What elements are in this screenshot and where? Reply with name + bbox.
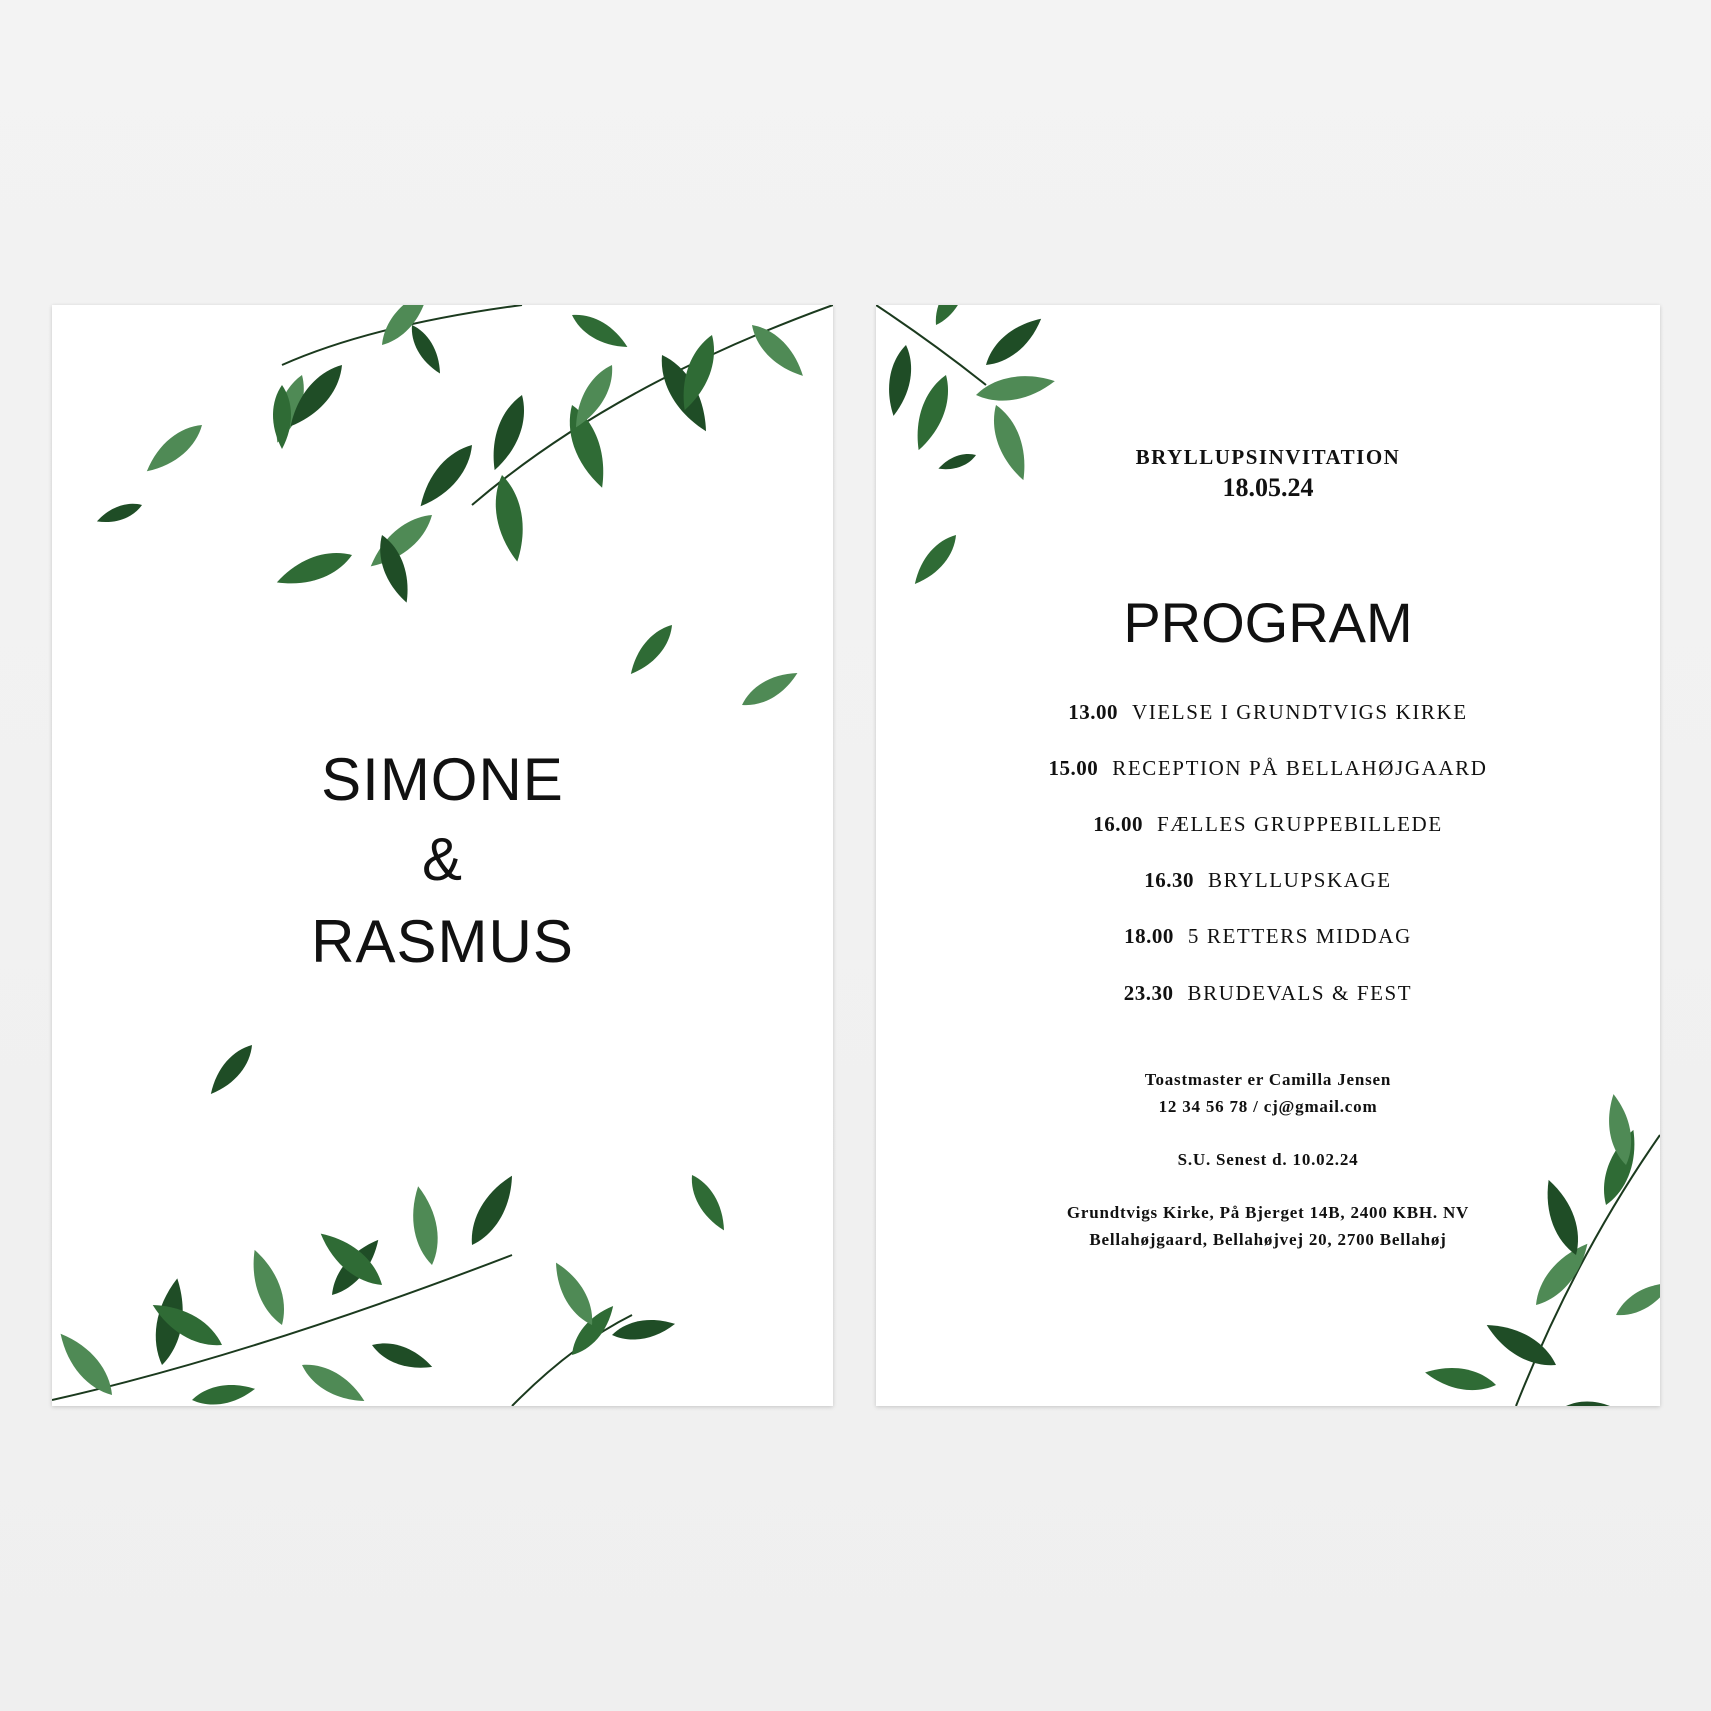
schedule-time: 18.00 (1124, 924, 1174, 948)
leaf-icon (273, 544, 356, 593)
name-bride: SIMONE (321, 746, 564, 813)
leaf-icon (297, 1356, 369, 1406)
leaf-icon (190, 1380, 256, 1406)
leaf-icon (908, 529, 963, 590)
leaf-icon (204, 1039, 259, 1100)
leaf-icon (412, 438, 481, 514)
toastmaster-text: Toastmaster er Camilla Jensen (1144, 1070, 1392, 1089)
leaf-icon (95, 499, 145, 528)
schedule-item (876, 700, 1660, 725)
leaf-icon (884, 343, 916, 417)
leaf-icon (369, 1337, 435, 1376)
toastmaster-contact: 12 34 56 78 / cj@gmail.com (1158, 1097, 1378, 1116)
leaf-icon (624, 619, 679, 680)
schedule-time: 15.00 (1048, 756, 1099, 780)
leaf-icon (407, 1184, 443, 1267)
wedding-date: 18.05.24 (1222, 473, 1314, 502)
leaf-icon (405, 321, 447, 377)
invitation-front-card (52, 305, 833, 1406)
leaf-icon (1564, 1397, 1630, 1406)
leaf-icon (1423, 1363, 1497, 1395)
leaf-icon (462, 1170, 522, 1251)
rsvp-text: S.U. Senest d. 10.02.24 (1177, 1150, 1359, 1169)
schedule-event: BRYLLUPSKAGE (1208, 868, 1392, 892)
schedule-item (876, 981, 1660, 1006)
invitation-back-card (876, 305, 1660, 1406)
schedule-item (876, 924, 1660, 949)
leaf-icon (684, 1170, 732, 1234)
leaf-icon (908, 371, 957, 454)
leaf-icon (244, 1246, 293, 1329)
schedule-time: 23.30 (1123, 981, 1174, 1005)
schedule-event: RECEPTION PÅ BELLAHØJGAARD (1112, 756, 1488, 780)
schedule-time: 13.00 (1068, 700, 1118, 724)
ampersand: & (421, 826, 464, 893)
schedule-time: 16.30 (1144, 868, 1194, 892)
program-title: PROGRAM (1123, 591, 1413, 654)
leaf-icon (567, 307, 631, 355)
leaf-icon (979, 311, 1047, 373)
schedule-item (876, 868, 1660, 893)
schedule-item (876, 756, 1660, 781)
leaf-icon (737, 665, 801, 713)
invitation-heading: BRYLLUPSINVITATION (1135, 445, 1401, 469)
leaf-icon (140, 417, 208, 479)
schedule-event: VIELSE I GRUNDTVIGS KIRKE (1132, 700, 1468, 724)
leaf-icon (1611, 1275, 1660, 1323)
schedule-event: BRUDEVALS & FEST (1187, 981, 1413, 1005)
leaf-icon (484, 391, 533, 474)
leaf-icon (985, 401, 1034, 484)
schedule-time: 16.00 (1093, 812, 1143, 836)
leaf-icon (928, 305, 976, 330)
leaf-icon (52, 1326, 121, 1402)
leaf-icon (745, 318, 810, 383)
schedule-event: FÆLLES GRUPPEBILLEDE (1156, 812, 1443, 836)
address-church: Grundtvigs Kirke, På Bjerget 14B, 2400 KBH. NV (1066, 1203, 1470, 1222)
schedule-event: 5 RETTERS MIDDAG (1187, 924, 1412, 948)
leaf-icon (610, 1315, 676, 1344)
leaf-icon (1481, 1315, 1562, 1375)
leaf-icon (974, 370, 1057, 406)
name-groom: RASMUS (311, 908, 574, 975)
schedule-item (876, 812, 1660, 837)
address-reception: Bellahøjgaard, Bellahøjvej 20, 2700 Bellahøj (1089, 1230, 1447, 1249)
